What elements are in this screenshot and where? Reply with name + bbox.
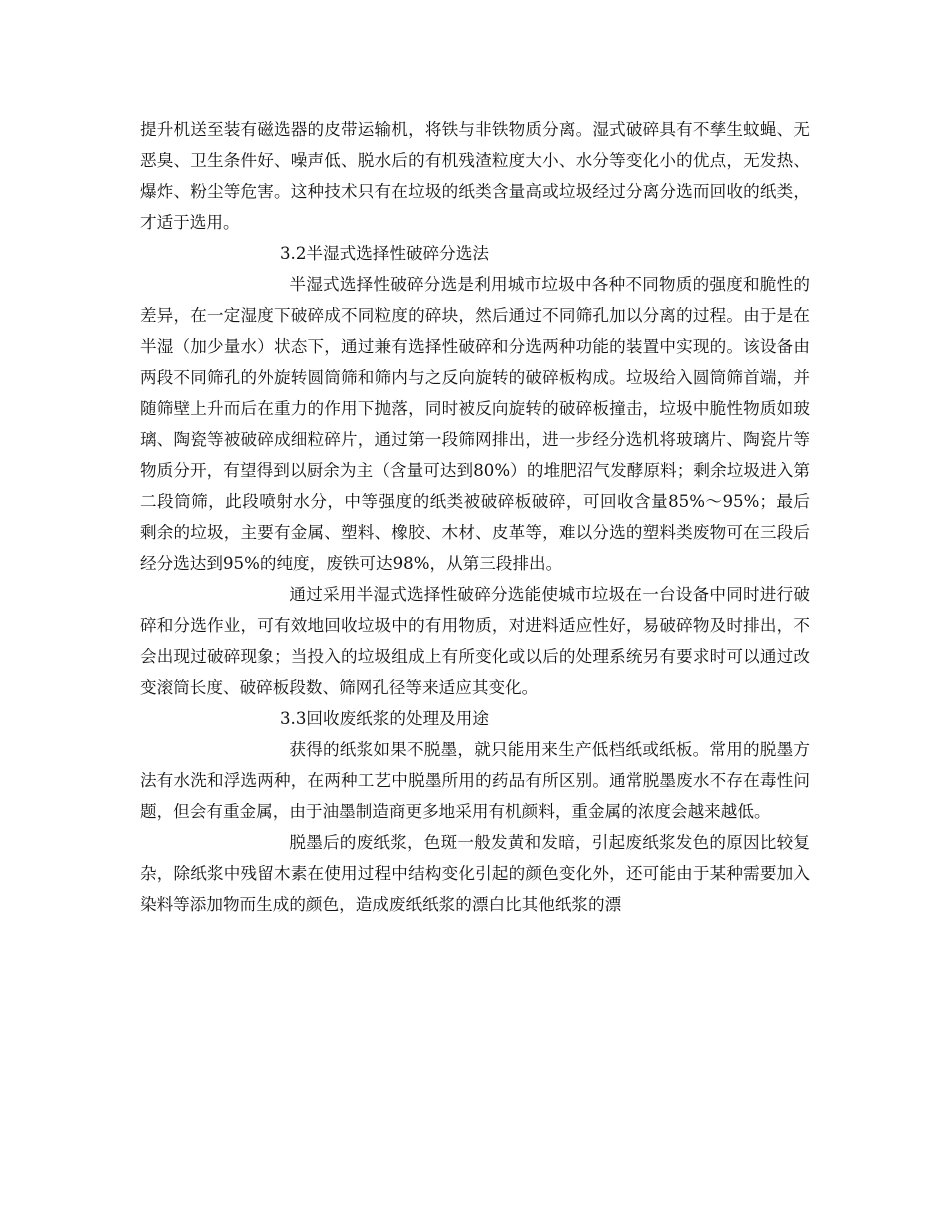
section-heading-3-2: 3.2半湿式选择性破碎分选法 xyxy=(280,244,489,263)
paragraph-1: 提升机送至装有磁选器的皮带运输机，将铁与非铁物质分离。湿式破碎具有不孳生蚊蝇、无恶臭、卫生条件好、噪声低、脱水后的有机残渣粒度大小、水分等变化小的优点，无发热、爆炸、粉尘等危害。这种技术只有在垃圾的纸类含量高或垃圾经过分离分选而回收的纸类，才适于选用。 xyxy=(140,120,810,232)
paragraph-2: 半湿式选择性破碎分选是利用城市垃圾中各种不同物质的强度和脆性的差异，在一定湿度下破碎成不同粒度的碎块，然后通过不同筛孔加以分离的过程。由于是在半湿（加少量水）状态下，通过兼有选择性破碎和分选两种功能的装置中实现的。该设备由两段不同筛孔的外旋转圆筒筛和筛内与之反向旋转的破碎板构成。垃圾给入圆筒筛首端，并随筛壁上升而后在重力的作用下抛落，同时被反向旋转的破碎板撞击，垃圾中脆性物质如玻璃、陶瓷等被破碎成细粒碎片，通过第一段筛网排出，进一步经分选机将玻璃片、陶瓷片等物质分开，有望得到以厨余为主（含量可达到80%）的堆肥沼气发酵原料；剩余垃圾进入第二段筒筛，此段喷射水分，中等强度的纸类被破碎板破碎，可回收含量85%～95%；最后剩余的垃圾，主要有金属、塑料、橡胶、木材、皮革等，难以分选的塑料类废物可在三段后经分选达到95%的纯度，废铁可达98%，从第三段排出。 xyxy=(140,275,810,573)
paragraph-5: 脱墨后的废纸浆，色斑一般发黄和发暗，引起废纸浆发色的原因比较复杂，除纸浆中残留木素在使用过程中结构变化引起的颜色变化外，还可能由于某种需要加入染料等添加物而生成的颜色，造成废纸纸浆的漂白比其他纸浆的漂 xyxy=(140,833,810,914)
paragraph-4: 获得的纸浆如果不脱墨，就只能用来生产低档纸或纸板。常用的脱墨方法有水洗和浮选两种，在两种工艺中脱墨所用的药品有所区别。通常脱墨废水不存在毒性问题，但会有重金属，由于油墨制造商更多地采用有机颜料，重金属的浓度会越来越低。 xyxy=(140,740,810,821)
section-heading-3-3: 3.3回收废纸浆的处理及用途 xyxy=(280,709,489,728)
paragraph-3: 通过采用半湿式选择性破碎分选能使城市垃圾在一台设备中同时进行破碎和分选作业，可有效地回收垃圾中的有用物质，对进料适应性好，易破碎物及时排出，不会出现过破碎现象；当投入的垃圾组成上有所变化或以后的处理系统另有要求时可以通过改变滚筒长度、破碎板段数、筛网孔径等来适应其变化。 xyxy=(140,585,810,697)
